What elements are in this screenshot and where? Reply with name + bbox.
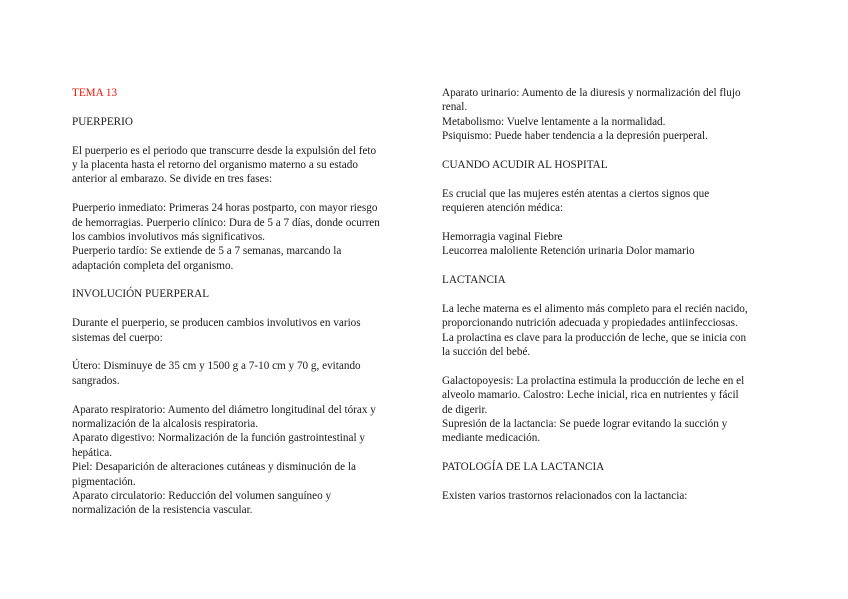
text-line: de hemorragias. Puerperio clínico: Dura de 5 a 7 días, donde ocurren	[72, 216, 380, 229]
text-line: alveolo mamario. Calostro: Leche inicial, rica en nutrientes y fácil	[442, 389, 739, 402]
text-line: anterior al embarazo. Se divide en tres fases:	[72, 173, 273, 186]
paragraph-lactancia	[442, 302, 782, 360]
left-column	[72, 86, 412, 518]
paragraph-intro	[72, 144, 412, 187]
text-line: Es crucial que las mujeres estén atentas a ciertos signos que	[442, 187, 710, 200]
text-line: Supresión de la lactancia: Se puede lograr evitando la succión y	[442, 417, 728, 430]
text-line: pigmentación.	[72, 475, 136, 488]
text-line: Útero: Disminuye de 35 cm y 1500 g a 7-10 cm y 70 g, evitando	[72, 360, 361, 373]
text-line: la succión del bebé.	[442, 346, 531, 359]
paragraph-phases	[72, 201, 412, 273]
text-line: Metabolismo: Vuelve lentamente a la normalidad.	[442, 115, 666, 128]
text-line: normalización de la resistencia vascular.	[72, 504, 253, 517]
paragraph-systems	[72, 403, 412, 518]
text-line: renal.	[442, 101, 468, 114]
text-line: y la placenta hasta el retorno del organismo materno a su estado	[72, 158, 358, 171]
paragraph-signs	[442, 230, 782, 259]
text-line: hepática.	[72, 446, 113, 459]
text-line: Piel: Desaparición de alteraciones cutáneas y disminución de la	[72, 461, 356, 474]
text-line: de digerir.	[442, 403, 488, 416]
text-line: proporcionando nutrición adecuada y propiedades antiinfecciosas.	[442, 317, 738, 330]
text-line: Leucorrea maloliente Retención urinaria Dolor mamario	[442, 245, 695, 258]
paragraph-utero	[72, 359, 412, 388]
text-line: Aparato respiratorio: Aumento del diámetro longitudinal del tórax y	[72, 403, 376, 416]
text-line: mediante medicación.	[442, 432, 541, 445]
paragraph-galactopoyesis	[442, 374, 782, 446]
paragraph-involution-intro	[72, 316, 412, 345]
text-line: Puerperio inmediato: Primeras 24 horas postparto, con mayor riesgo	[72, 202, 378, 215]
text-line: Psiquismo: Puede haber tendencia a la depresión puerperal.	[442, 130, 708, 143]
text-line: Existen varios trastornos relacionados con la lactancia:	[442, 489, 688, 502]
text-line: Puerperio tardío: Se extiende de 5 a 7 semanas, marcando la	[72, 245, 342, 258]
heading-patologia: PATOLOGÍA DE LA LACTANCIA	[442, 461, 605, 474]
text-line: Aparato circulatorio: Reducción del volumen sanguíneo y	[72, 489, 332, 502]
text-line: Durante el puerperio, se producen cambios involutivos en varios	[72, 317, 361, 330]
heading-hospital: CUANDO ACUDIR AL HOSPITAL	[442, 158, 608, 171]
text-line: sistemas del cuerpo:	[72, 331, 163, 344]
text-line: requieren atención médica:	[442, 202, 564, 215]
text-line: La prolactina es clave para la producción de leche, que se inicia con	[442, 331, 747, 344]
paragraph-hospital-intro	[442, 187, 782, 216]
text-line: sangrados.	[72, 374, 120, 387]
paragraph-systems-cont	[442, 86, 782, 144]
topic-title: TEMA 13	[72, 87, 118, 99]
text-line: Hemorragia vaginal Fiebre	[442, 230, 563, 243]
text-line: Aparato urinario: Aumento de la diuresis y normalización del flujo	[442, 87, 741, 99]
right-column	[442, 86, 782, 503]
text-line: adaptación completa del organismo.	[72, 259, 234, 272]
text-line: los cambios involutivos más significativos.	[72, 230, 265, 243]
text-line: La leche materna es el alimento más completo para el recién nacido,	[442, 302, 748, 315]
heading-involucion: INVOLUCIÓN PUERPERAL	[72, 288, 210, 301]
text-line: Aparato digestivo: Normalización de la función gastrointestinal y	[72, 432, 365, 445]
text-line: normalización de la alcalosis respiratoria.	[72, 417, 259, 430]
heading-puerperio: PUERPERIO	[72, 115, 133, 128]
text-line: El puerperio es el periodo que transcurre desde la expulsión del feto	[72, 144, 377, 157]
heading-lactancia: LACTANCIA	[442, 274, 506, 287]
text-line: Galactopoyesis: La prolactina estimula la producción de leche en el	[442, 374, 745, 387]
